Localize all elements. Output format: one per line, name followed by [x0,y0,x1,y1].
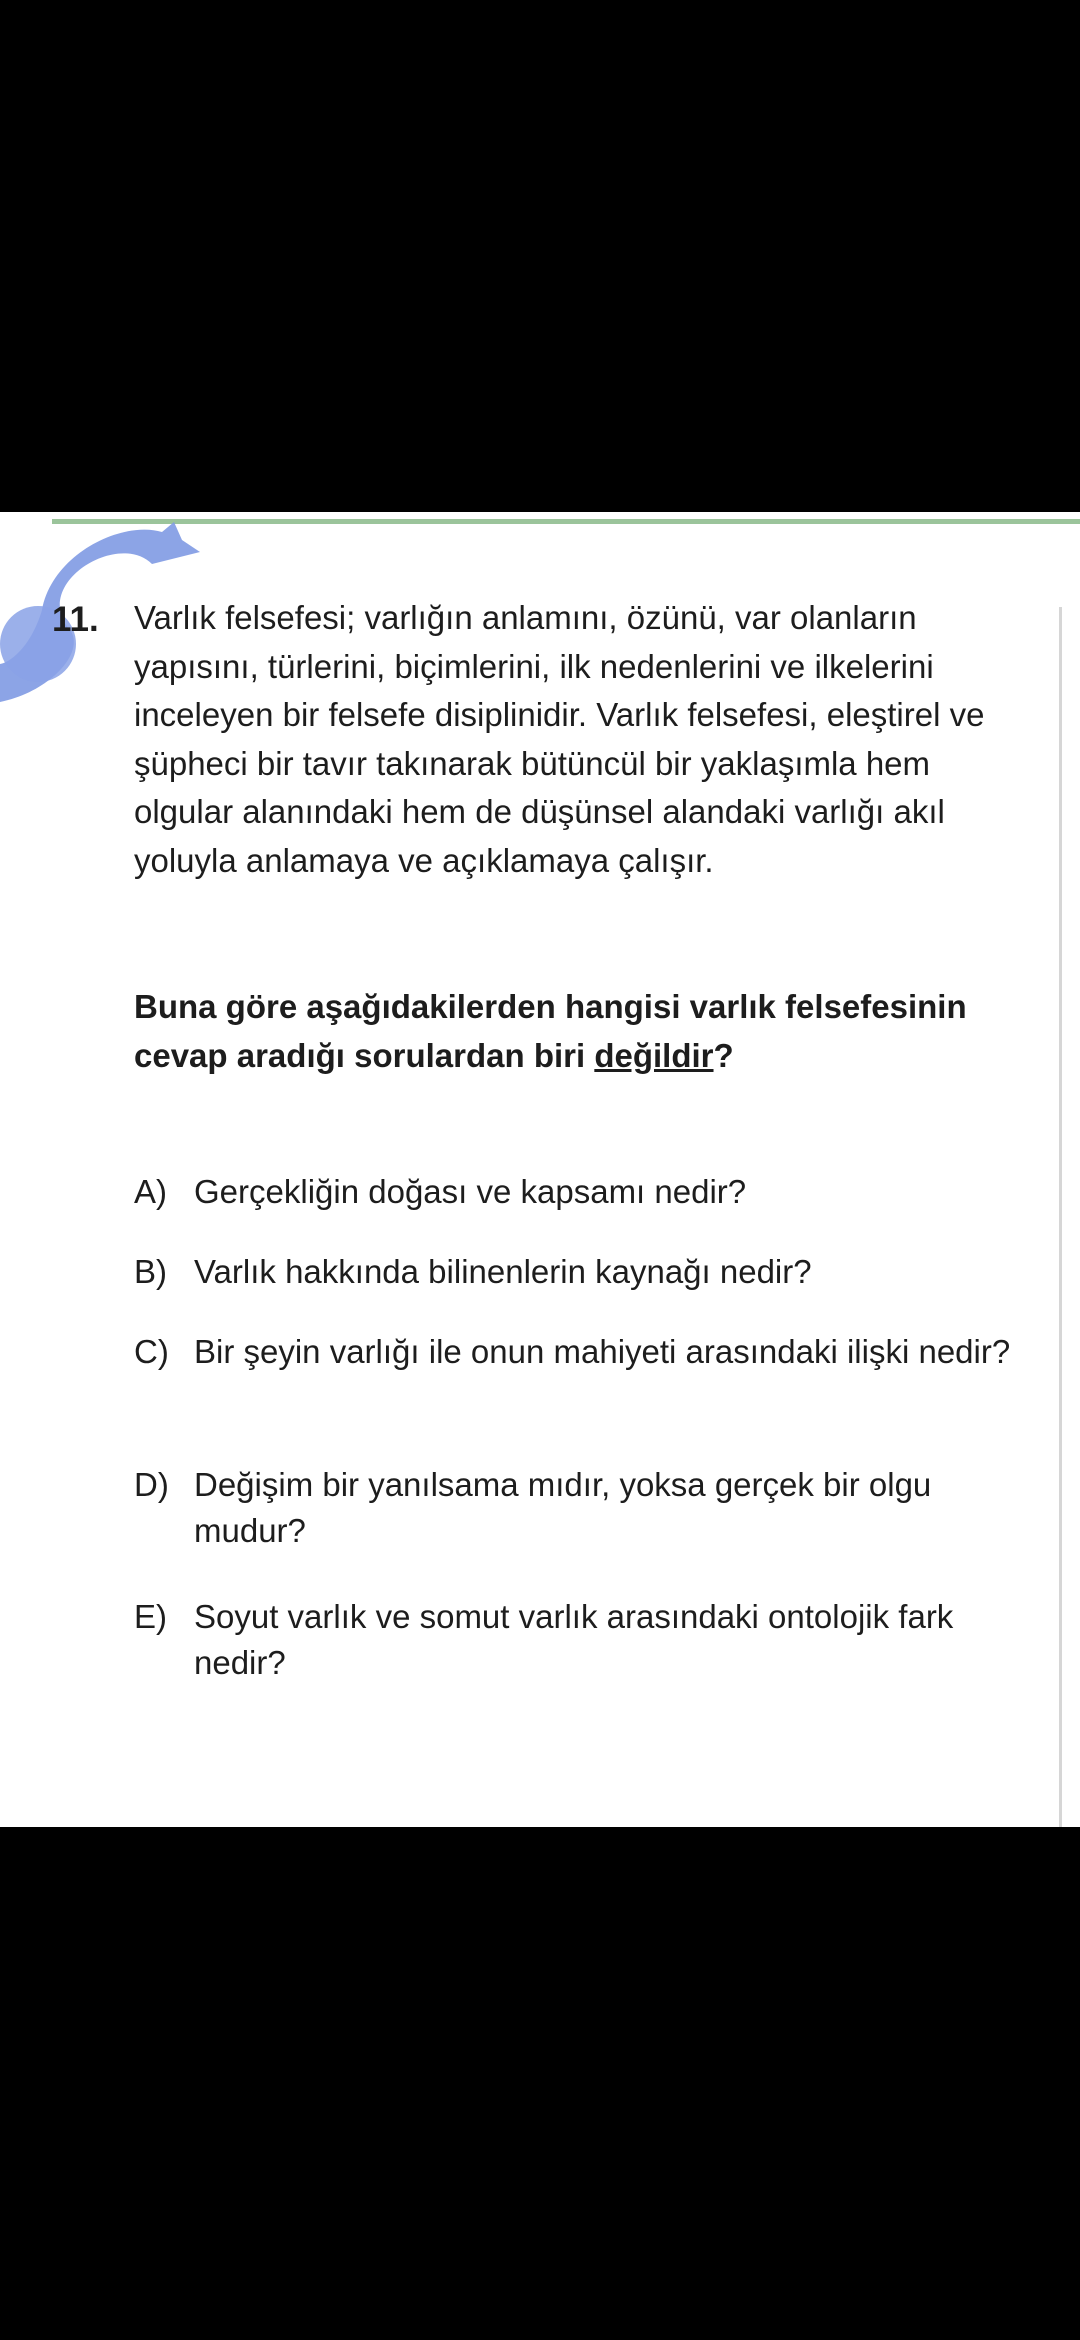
option-c[interactable] [134,1329,1034,1375]
option-text: Varlık hakkında bilinenlerin kaynağı nedir? [194,1253,812,1290]
option-letter: E) [134,1598,167,1635]
option-letter: B) [134,1253,167,1290]
question-page [0,512,1080,1827]
option-a[interactable] [134,1169,1034,1215]
option-d[interactable] [134,1462,1034,1554]
question-passage: Varlık felsefesi; varlığın anlamını, özünü, var olanların yapısını, türlerini, biçimlerini, ilk nedenlerini ve ilkelerini inceleyen bir felsefe disiplinidir. Varlık felsefesi, eleştirel ve şüpheci bir tavır takınarak bütüncül bir yaklaşımla hem olgular alanındaki hem de düşünsel alandaki varlığı akıl yoluyla anlamaya ve açıklamaya çalışır. [134,599,985,879]
option-letter: A) [134,1173,167,1210]
option-b[interactable] [134,1249,1034,1295]
option-letter: D) [134,1466,169,1503]
option-text: Bir şeyin varlığı ile onun mahiyeti arasındaki ilişki nedir? [194,1333,1011,1370]
question-prompt-end: ? [713,1036,734,1074]
question-number: 11. [52,600,99,639]
option-text: Gerçekliğin doğası ve kapsamı nedir? [194,1173,747,1210]
black-top-area [0,0,1080,512]
question-negation-word: değildir [594,1036,714,1074]
question-prompt-main: Buna göre aşağıdakilerden hangisi varlık felsefesinin cevap aradığı sorulardan biri [134,988,967,1074]
black-bottom-area [0,1827,1080,2340]
option-letter: C) [134,1333,169,1370]
right-divider [1059,607,1062,1827]
option-text: Değişim bir yanılsama mıdır, yoksa gerçek bir olgu mudur? [194,1466,932,1549]
option-text: Soyut varlık ve somut varlık arasındaki ontolojik fark nedir? [194,1598,954,1681]
option-e[interactable] [134,1594,1034,1686]
question-prompt [134,983,1034,1080]
